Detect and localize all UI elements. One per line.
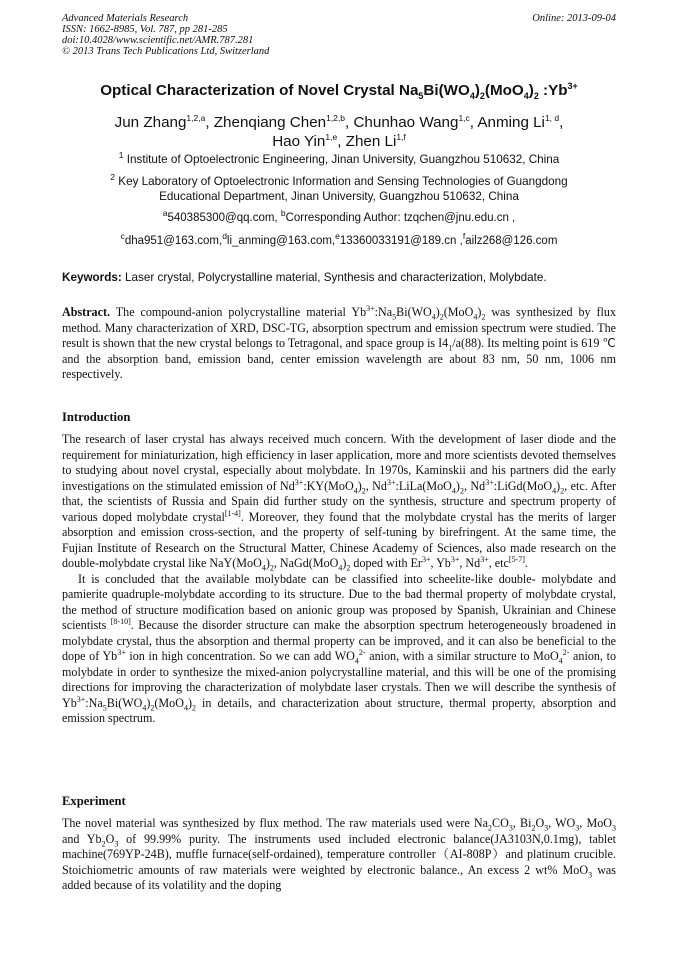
author: Anming Li$^{1, d}$, [477, 112, 564, 131]
author-list [40, 113, 638, 151]
abstract: Abstract. The compound-anion polycrystalline material $Yb^{3+}:Na_5Bi(WO_4)_2(MoO_4)_2$ was synthesized by flux method. Many characterization of XRD, DSC-TG, absorption spectrum and emission spectrum were studied. The result is shown that the new crystal belongs to Tetragonal, and space group is $I4_1/a(88)$. Its melting point is 619 ℃ and the absorption band, emission band, center emission wavelength are about 83 nm, 50 nm, 1006 nm respectively. [62, 303, 616, 381]
intro-paragraph-2: It is concluded that the available molybdate can be classified into scheelite-like double- molybdate and pamierite quadruple-molybdate according to its structure. Due to the bad thermal property of molybdate crystal, the method of structure modification based on anionic group was proposed by Spanish, Ukrainian and Chinese scientists [8-10]. Because the disorder structure can make the absorption spectrum heterogeneously broadened in molybdate crystal, thus the absorption and thermal property can be improved, and it can also be beneficial to the dope of $Yb^{3+}$ ion in high concentration. So we can add $WO_4^{2-}$ anion, with a similar structure to MoO$_4^{2-}$ anion, to molybdate in order to synthesize the mixed-anion polycrystalline material, and this will be one of the promising directions for improving the characterization of molybdate laser crystals. Then we will describe the synthesis of $Yb^{3+}:Na_5Bi(WO_4)_2(MoO_4)_2$ in details, and characterization about structure, thermal property, absorption and emission spectrum. [62, 571, 616, 725]
introduction-body [62, 432, 616, 727]
email-line-1: $^a$540385300@qq.com, $^b$Corresponding Author: tzqchen@jnu.edu.cn , [162, 208, 516, 224]
journal-name: Advanced Materials Research [62, 13, 189, 24]
author: Zhen Li$^{1,f}$ [345, 131, 406, 150]
experiment-heading: Experiment [62, 794, 126, 808]
author: Zhenqiang Chen$^{1,2,b}$, [213, 112, 354, 131]
intro-paragraph-1: The research of laser crystal has always received much concern. With the development of laser diode and the requirement for miniaturization, high efficiency in laser application, more and more scientists devoted themselves to studying about novel crystal, especially about molybdate. In 1970s, Kaminskii and his partners did the early investigations on the stimulated emission of $Nd^{3+}:KY(MoO_4)_2$, $Nd^{3+}:LiLa(MoO_4)_2$, $Nd^{3+}:LiGd(MoO_4)_2$, etc. After that, the scientists of Russia and Spain did further study on the synthesis, structure and spectrum property of various doped molybdate crystal[1-4]. Moreover, they found that the molybdate crystal has the merits of larger absorption and emission cross-section, and the property of self-tuning by birefringent. At the same time, the Fujian Institute of Research on the Structural Matter, Chinese Academy of Sciences, also made research on the double-molybdate crystal like $NaY(MoO_4)_2$, $NaGd(MoO_4)_2$ doped with $Er^{3+}$, $Yb^{3+}$, $Nd^{3+}$, etc[5-7]. [62, 432, 617, 573]
author: Chunhao Wang$^{1,c}$, [353, 112, 478, 131]
copyright-line: © 2013 Trans Tech Publications Ltd, Switzerland [62, 46, 270, 57]
online-date: Online: 2013-09-04 [532, 13, 616, 24]
affiliation-1: $^1$ Institute of Optoelectronic Engineering, Jinan University, Guangzhou 510632, China [118, 150, 560, 166]
email-line-2: $^c$dha951@163.com,$^d$li_anming@163.com,$^e$13360033191@189.cn ,$^f$ailz268@126.com [120, 231, 558, 247]
issn-line: ISSN: 1662-8985, Vol. 787, pp 281-285 [62, 24, 228, 35]
affiliation-2: $^2$ Key Laboratory of Optoelectronic Information and Sensing Technologies of Guangdong Educational Department, Jinan University, Guangzhou 510632, China [110, 172, 568, 203]
author: Jun Zhang$^{1,2,a}$, [114, 112, 214, 131]
paper-title: Optical Characterization of Novel Crystal $Na_5Bi(WO_4)_2(MoO_4)_2$ $:Yb^{3+}$ [100, 80, 578, 102]
author: Hao Yin$^{1,e}$, [272, 131, 346, 150]
doi-line: doi:10.4028/www.scientific.net/AMR.787.281 [62, 35, 254, 46]
introduction-heading: Introduction [62, 410, 131, 424]
experiment-body [62, 816, 616, 894]
abstract-label: Abstract. [62, 305, 111, 319]
keywords-label: Keywords: [62, 271, 122, 284]
experiment-paragraph-1: The novel material was synthesized by flux method. The raw materials used were $Na_2CO_3$, $Bi_2O_3$, $WO_3$, MoO$_3$ and $Yb_2O_3$ of 99.99% purity. The instruments used included electronic balance(JA3103N,0.1mg), tablet machine(769YP-24B), muffle furnace(self-ordained), temperature controller（AI-808P）and platinum crucible. Stoichiometric amounts of raw materials were weighted by electronic balance., An excess 2 wt% MoO$_3$ was added because of its volatility and the doping [62, 816, 617, 892]
journal-header [62, 13, 616, 57]
keywords: Keywords: Laser crystal, Polycrystalline material, Synthesis and characterization, Molybdate. [62, 271, 547, 284]
